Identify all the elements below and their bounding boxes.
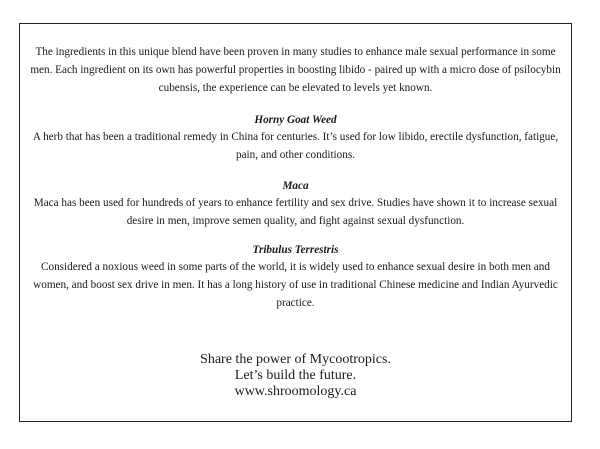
ingredient-heading: Tribulus Terrestris — [252, 244, 339, 256]
ingredient-description: A herb that has been a traditional remedy in China for centuries. It’s used for low libido, erectile dysfunction, fatigue, pain, and other conditions. — [32, 131, 559, 161]
document-frame — [19, 23, 572, 422]
ingredient-section-maca — [20, 178, 571, 230]
footer-line-build: Let’s build the future. — [234, 368, 357, 383]
ingredient-description: Maca has been used for hundreds of years to enhance fertility and sex drive. Studies have shown it to increase sexual desire in men, improve semen quality, and fight against sexual dysfunction. — [33, 197, 558, 227]
footer-website-link[interactable]: www.shroomology.ca — [234, 384, 357, 399]
ingredient-heading: Maca — [282, 180, 309, 192]
footer-line-share: Share the power of Mycootropics. — [200, 352, 391, 367]
ingredient-section-tribulus-terrestris — [20, 242, 571, 312]
footer-tagline — [20, 352, 571, 400]
ingredient-heading: Horny Goat Weed — [254, 114, 337, 126]
ingredient-section-horny-goat-weed — [20, 112, 571, 164]
ingredient-description: Considered a noxious weed in some parts of the world, it is widely used to enhance sexual desire in both men and women, and boost sex drive in men. It has a long history of use in traditional Chinese medicine and Indian Ayurvedic practice. — [33, 261, 558, 309]
intro-paragraph: The ingredients in this unique blend have been proven in many studies to enhance male sexual performance in some men. Each ingredient on its own has powerful properties in boosting libido - paired up with a micro dose of psilocybin cubensis, the experience can be elevated to levels yet known. — [30, 46, 561, 94]
